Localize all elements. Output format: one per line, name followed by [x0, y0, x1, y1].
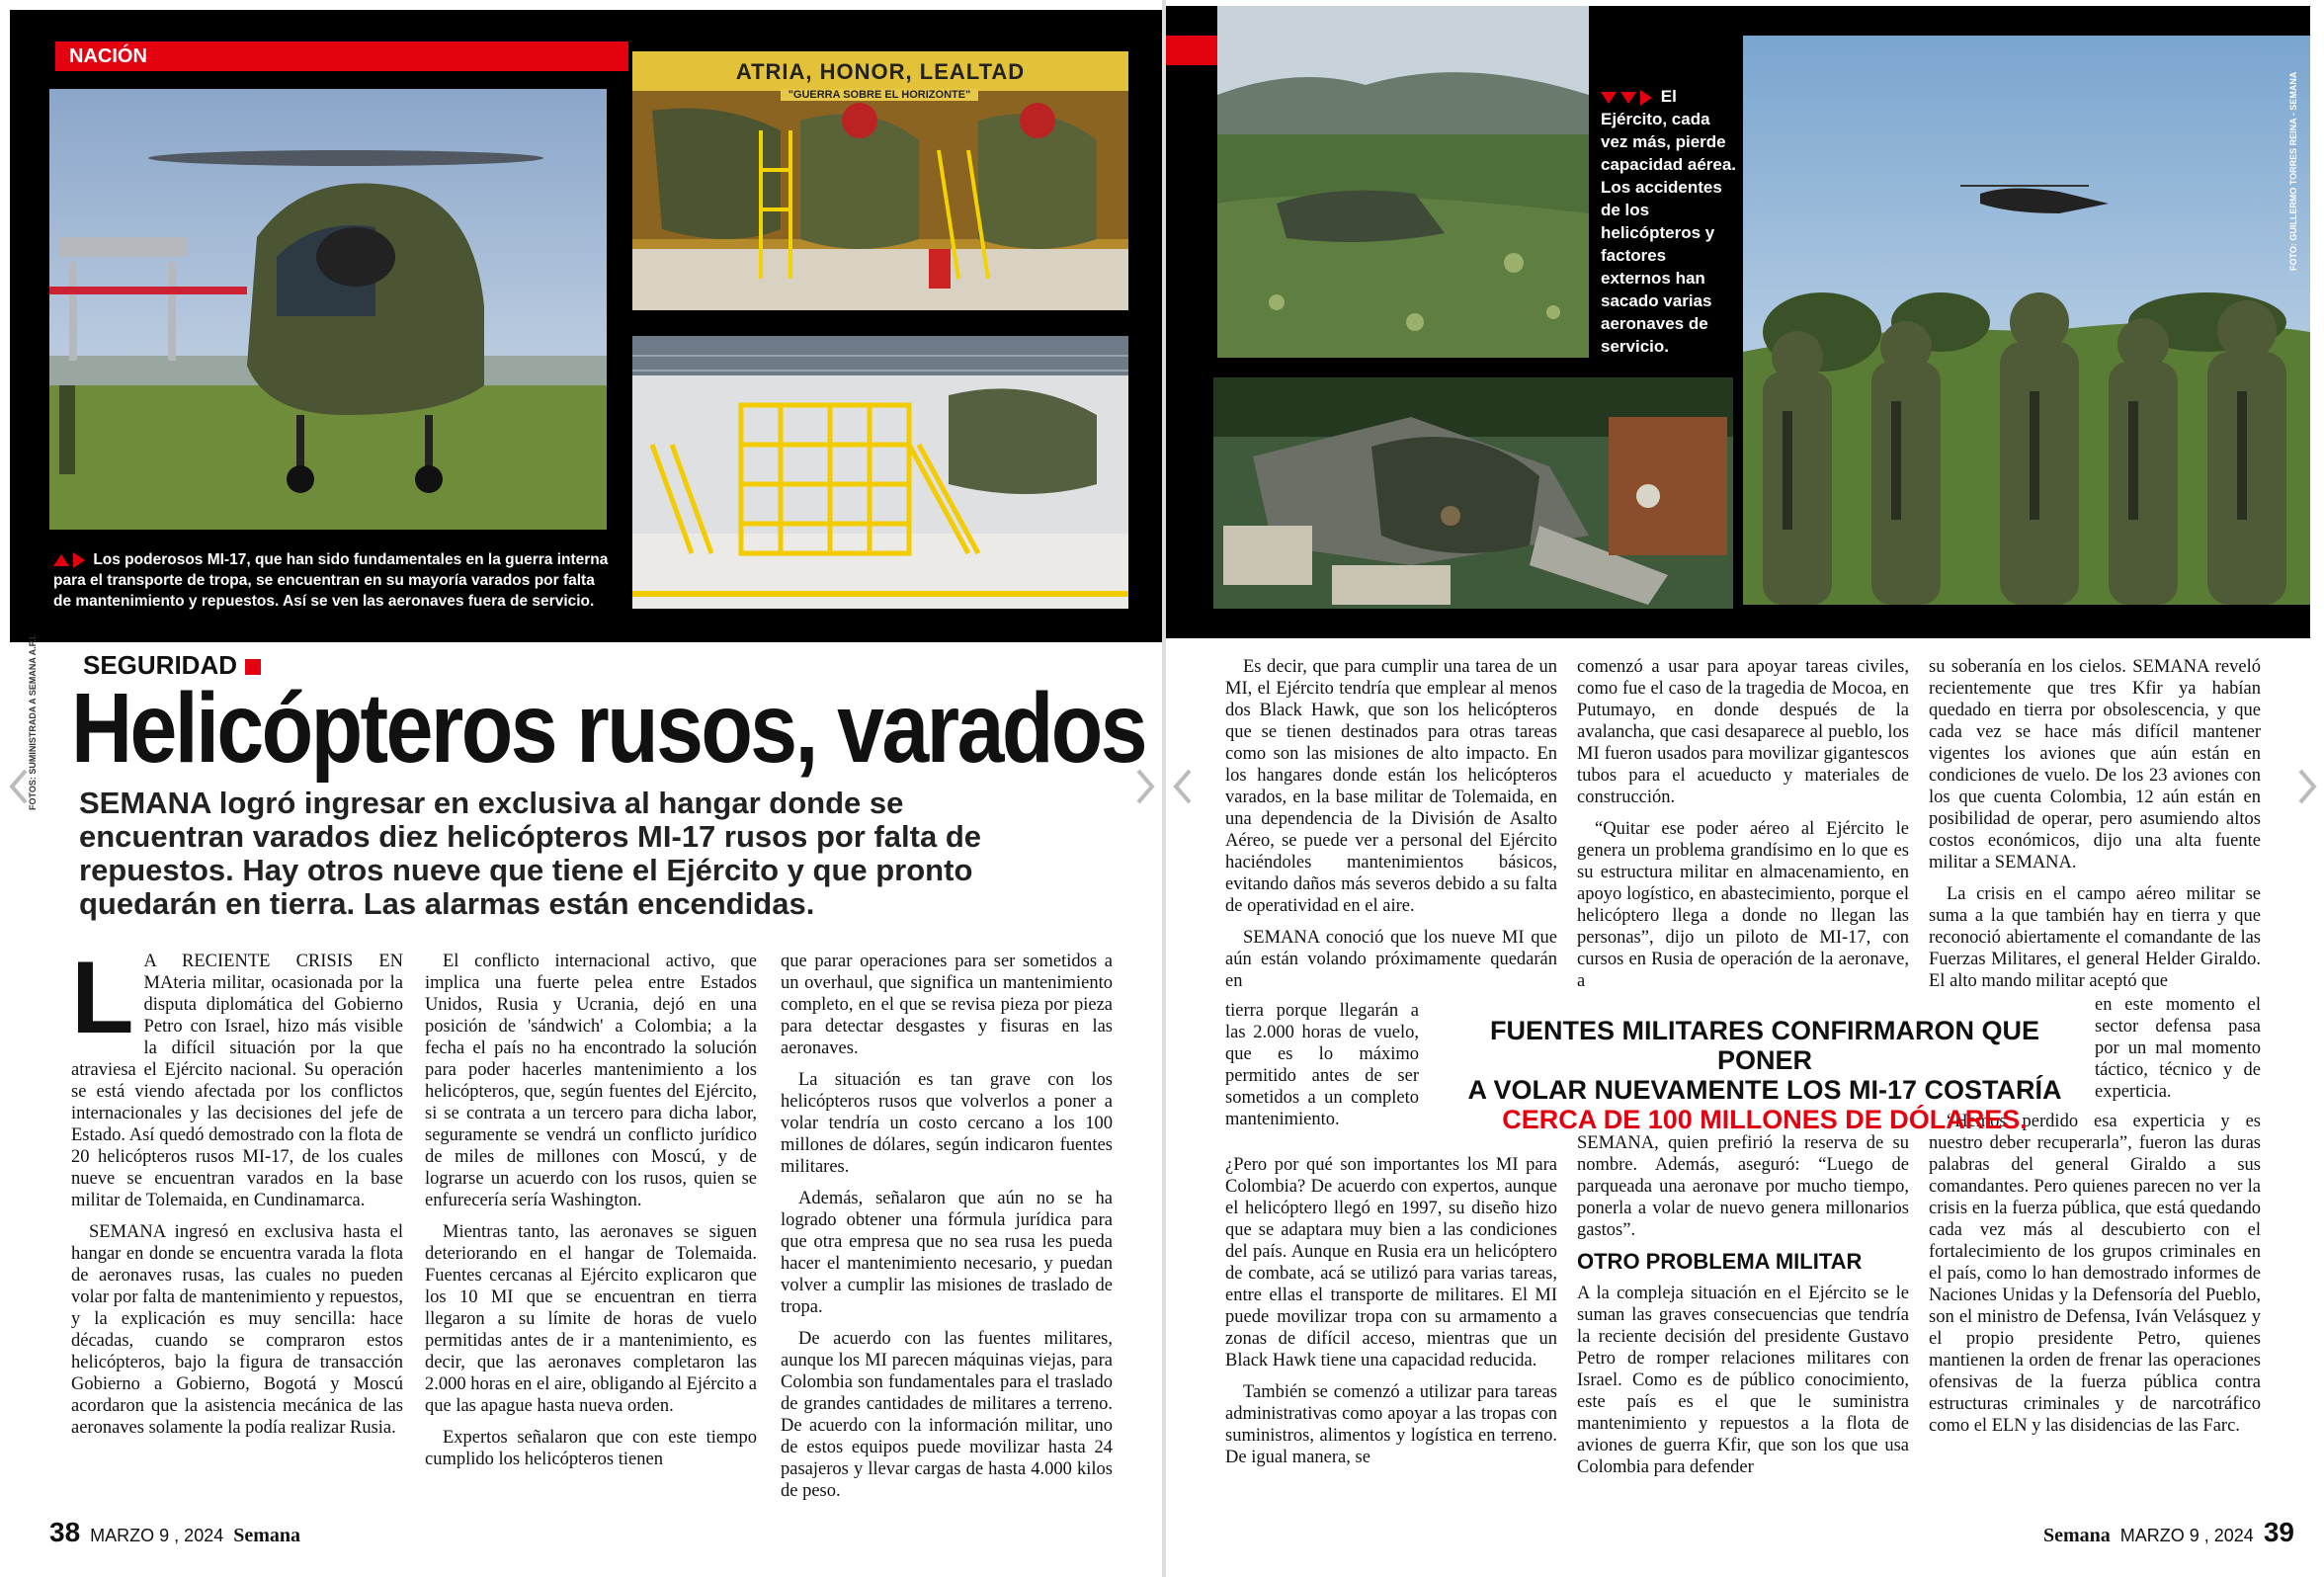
chevron-left-icon[interactable] — [1172, 767, 1196, 806]
col4-para4: También se comenzó a utilizar para tareas administrativas como apoyar a las tropas con suministros, alimentos y logística en terreno. De igual manera, se — [1225, 1382, 1557, 1467]
caption-right-text: El Ejército, cada vez más, pierde capacidad aérea. Los accidentes de los helicópteros y factores externos han sacado varias aeronaves de servicio. — [1601, 87, 1737, 356]
column-4-narrow — [1225, 1000, 1419, 1140]
triangle-right-icon — [1640, 90, 1652, 106]
triangle-right-icon — [73, 552, 85, 568]
folio-magazine-right: Semana — [2042, 1525, 2111, 1546]
photo-hangar-front — [632, 51, 1128, 310]
column-3 — [781, 951, 1113, 1512]
col2-para1: El conflicto internacional activo, que implica una fuerte pelea entre Estados Unidos, Rusia y Ucrania, dejó en una posición de 'sándwich' a Colombia; a la fecha el país no ha encontrado la solución para poder hacerles mantenimiento a los helicópteros, que, según fuentes del Ejército, si se contrata a un tercero para dicha labor, seguramente se vendrá un conflicto jurídico de miles de millones con Moscú, y de lograrse un acuerdo con los rusos, quien se enfurecería sería Washington. — [425, 952, 757, 1210]
pull-quote-line-1: FUENTES MILITARES CONFIRMARON QUE PONER — [1490, 1016, 2039, 1075]
subhead: OTRO PROBLEMA MILITAR — [1577, 1249, 1863, 1274]
photo-credit-left: FOTOS: SUMINISTRADA A SEMANA A.P.I. — [28, 633, 38, 810]
col5-para4: A la compleja situación en el Ejército se le suman las graves consecuencias que tendría la reciente decisión del presidente Gustavo Petro de romper relaciones militares con Israel. Como es de público conocimiento, este país es el que le suministra mantenimiento y repuestos a la flota de aviones de guerra Kfir, que son los que usa Colombia para defender — [1577, 1284, 1909, 1477]
photo-credit-right: FOTO: GUILLERMO TORRES REINA - SEMANA — [2288, 71, 2298, 271]
col5-para1: comenzó a usar para apoyar tareas civiles, como fue el caso de la tragedia de Mocoa, en Putumayo, en donde después de la avalancha, que casi desaparece al pueblo, los MI fueron usados para movilizar gigantescos tubos para el acueducto y materiales de construcción. — [1577, 657, 1909, 807]
col2-para2: Mientras tanto, las aeronaves se siguen deteriorando en el hangar de Tolemaida. Fuentes cercanas al Ejército explicaron que los 10 MI que se encuentran en tierra llegaron a su límite de horas de vuelo permitidas antes de ir a mantenimiento, es decir, que las aeronaves completaron las 2.000 horas en el aire, obligando al Ejército a que las apague hasta nueva orden. — [425, 1222, 757, 1416]
col5-para2: “Quitar ese poder aéreo al Ejército le genera un problema grandísimo en lo que es su estructura militar en almacenamiento, en apoyo logístico, en abastecimiento, porque el helicóptero llega a donde no llegan las personas”, dijo un piloto de MI-17, con cursos en Rusia de operación de la aeronave, a — [1577, 819, 1909, 991]
col4-para2a: SEMANA conoció que los nueve MI que aún están volando próximamente quedarán en — [1225, 928, 1557, 991]
col6-para1: su soberanía en los cielos. SEMANA reveló recientemente que tres Kfir ya habían quedado en tierra por obsolescencia, y que cada vez se hace más difícil mantener vigentes los aviones que aún están en condiciones de vuelo. De los 23 aviones con los que cuenta Colombia, 12 aún están en posibilidad de operar, pero asumiendo altos costos económicos, dijo una alta fuente militar a SEMANA. — [1929, 657, 2261, 872]
folio-date-right: MARZO 9 , 2024 — [2119, 1526, 2254, 1545]
drop-cap: L — [71, 941, 134, 1055]
section-tag: NACIÓN — [55, 42, 628, 71]
triangle-down-icon-2 — [1620, 92, 1636, 104]
deck: SEMANA logró ingresar en exclusiva al hangar donde se encuentran varados diez helicópteros MI-17 rusos por falta de repuestos. Hay otros nueve que tiene el Ejército y que pronto quedarán en tierra. Las alarmas están encendidas. — [79, 786, 982, 921]
caption-left-text: Los poderosos MI-17, que han sido fundamentales en la guerra interna para el transporte de tropa, se encuentran en su mayoría varados por falta de mantenimiento y repuestos. Así se ven las aeronaves fuera de servicio. — [53, 551, 609, 610]
page-number-right: 39 — [2263, 1517, 2294, 1547]
col6-para3: “Hemos perdido esa experticia y es nuestro deber recuperarla”, fueron las duras palabras del general Giraldo a sus comandantes. Pero quienes parecen no ver la crisis en la fuerza pública, que está quedando cada vez más al descubierto con el fortalecimiento de los grupos criminales en el país, como lo han demostrado informes de Naciones Unidas y la Defensoría del Pueblo, son el ministro de Defensa, Iván Velásquez y el propio presidente Petro, quienes mantienen la orden de frenar las operaciones ofensivas de la fuerza pública contra estructuras criminales y de narcotráfico como el ELN y las disidencias de las Farc. — [1929, 1112, 2261, 1436]
column-2 — [425, 951, 757, 1480]
folio-magazine-left: Semana — [233, 1525, 301, 1546]
column-4 — [1225, 656, 1557, 992]
photo-mi17-runway — [49, 89, 607, 530]
photo-soldiers — [1743, 36, 2310, 605]
pull-quote-line-3: CERCA DE 100 MILLONES DE DÓLARES. — [1502, 1105, 2028, 1134]
col4-para2b: tierra porque llegarán a las 2.000 horas de vuelo, que es lo máximo permitido antes de ser sometidos a un completo mantenimiento. — [1225, 1001, 1419, 1129]
red-bar-right — [1166, 36, 1217, 65]
hangar-sign: ATRIA, HONOR, LEALTAD — [735, 59, 1026, 84]
col3-para4: De acuerdo con las fuentes militares, aunque los MI parecen máquinas viejas, para Colombia son fundamentales para el traslado de grandes cantidades de militares a terreno. De acuerdo con la información militar, uno de estos equipos puede movilizar hasta 24 pasajeros y llevar cargas de hasta 4.000 kilos de peso. — [781, 1329, 1113, 1501]
folio-date-left: MARZO 9 , 2024 — [90, 1526, 224, 1545]
chevron-left-icon[interactable] — [8, 767, 32, 806]
col4-para1: Es decir, que para cumplir una tarea de un MI, el Ejército tendría que emplear al menos dos Black Hawk, que son los helicópteros que se tienen destinados para otras tareas como son las misiones de alto impacto. En los hangares donde están los helicópteros varados, en la base militar de Tolemaida, en una dependencia de la División de Asalto Aéreo, se puede ver a personal del Ejército haciéndoles mantenimientos básicos, evitando daños más severos debido a su falta de operatividad en el aire. — [1225, 657, 1557, 916]
column-5 — [1577, 656, 1909, 1002]
col3-para2: La situación es tan grave con los helicópteros rusos que volverlos a poner a volar tendría un costo cercano a los 100 millones de dólares, según indicaron fuentes militares. — [781, 1070, 1113, 1177]
column-4-lower — [1225, 1154, 1557, 1478]
col3-para1: que parar operaciones para ser sometidos a un overhaul, que significa un mantenimiento completo, en el que se revisa pieza por pieza para detectar desgastes y fisuras en las aeronaves. — [781, 952, 1113, 1058]
col4-para3: ¿Pero por qué son importantes los MI para Colombia? De acuerdo con expertos, aunque el helicóptero llegó en 1997, su diseño hizo que se adaptara muy bien a las condiciones del país. Aunque en Rusia era un helicóptero de combate, acá se utilizó para varias tareas, entre ellas el transporte de militares. El MI puede movilizar tropa con su armamento a zonas de difícil acceso, mientras que un Black Hawk tiene una capacidad reducida. — [1225, 1155, 1557, 1370]
triangle-down-icon-1 — [1601, 92, 1617, 104]
page-number-left: 38 — [49, 1517, 81, 1547]
column-6-lower — [1929, 1111, 2261, 1447]
column-6-narrow — [2095, 994, 2261, 1113]
pull-quote — [1458, 1016, 2071, 1134]
column-1 — [71, 941, 403, 1449]
hangar-sub-sign: "GUERRA SOBRE EL HORIZONTE" — [781, 89, 978, 101]
photo-caption-left — [53, 549, 617, 612]
folio-right — [2043, 1517, 2294, 1548]
photo-hangar-scaffold — [632, 336, 1128, 609]
chevron-right-icon[interactable] — [2294, 767, 2318, 806]
col6-para2b: en este momento el sector defensa pasa por un mal momento táctico, técnico y de experticia. — [2095, 995, 2261, 1102]
col3-para3: Además, señalaron que aún no se ha logrado obtener una fórmula jurídica para que otra empresa que no sea rusa les pueda hacer el mantenimiento necesario, y puedan volver a cumplir las misiones de traslado de tropa. — [781, 1189, 1113, 1317]
photo-helicopter-wreckage — [1213, 377, 1733, 609]
headline: Helicópteros rusos, varados — [71, 673, 1145, 784]
column-5-lower — [1577, 1132, 1909, 1488]
folio-left — [49, 1517, 300, 1548]
column-6 — [1929, 656, 2261, 1002]
photo-helicopter-mountain — [1217, 6, 1589, 358]
col1-para1: A RECIENTE CRISIS EN MAteria militar, ocasionada por la disputa diplomática del Gobierno Petro con Israel, hizo más visible la difícil situación por la que atraviesa el Ejército nacional. Su operación se está viendo afectada por los conflictos internacionales y las decisiones del jefe de Estado. Así quedó demostrado con la flota de 20 helicópteros rusos MI-17, de los cuales nueve se encuentran varados en la base militar de Tolemaida, en Cundinamarca. — [71, 952, 403, 1210]
pull-quote-line-2: A VOLAR NUEVAMENTE LOS MI-17 COSTARÍA — [1467, 1075, 2062, 1105]
col5-para3: SEMANA, quien prefirió la reserva de su nombre. Además, aseguró: “Luego de parqueada una aeronave por mucho tiempo, ponerla a volar de nuevo genera millonarios gastos”. — [1577, 1133, 1909, 1240]
col2-para3: Expertos señalaron que con este tiempo cumplido los helicópteros tienen — [425, 1428, 757, 1469]
triangle-up-icon — [53, 554, 69, 566]
chevron-right-icon[interactable] — [1132, 767, 1156, 806]
right-page — [1166, 0, 2324, 1577]
photo-caption-right — [1601, 85, 1737, 358]
col6-para2a: La crisis en el campo aéreo militar se suma a la que también hay en tierra y que reconoció abiertamente el comandante de las Fuerzas Militares, el general Helder Giraldo. El alto mando militar aceptó que — [1929, 884, 2261, 991]
col1-para2: SEMANA ingresó en exclusiva hasta el hangar en donde se encuentra varada la flota de aeronaves rusas, las cuales no pueden volar por falta de mantenimiento y repuestos, y la explicación es muy sencilla: hace décadas, cuando se compraron estos helicópteros, bajo la figura de transacción Gobierno a Gobierno, Bogotá y Moscú acordaron que la asistencia mecánica de las aeronaves solamente la podía realizar Rusia. — [71, 1222, 403, 1438]
kicker-text: SEGURIDAD — [83, 650, 238, 680]
